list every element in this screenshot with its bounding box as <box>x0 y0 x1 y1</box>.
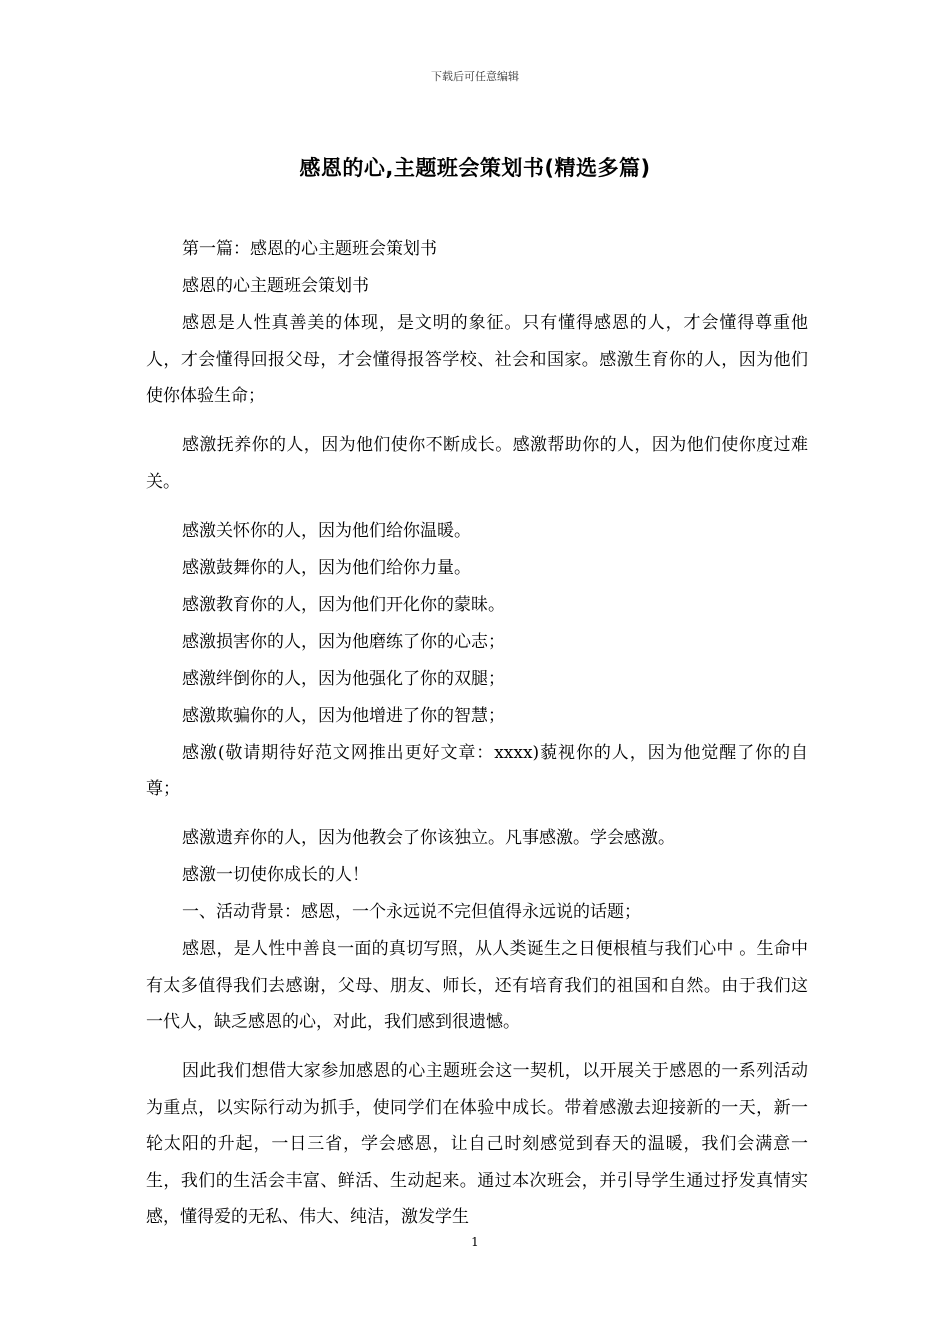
paragraph: 感激(敬请期待好范文网推出更好文章：xxxx)藐视你的人，因为他觉醒了你的自尊； <box>146 742 808 799</box>
paragraph: 感激教育你的人，因为他们开化你的蒙昧。 <box>182 594 505 615</box>
paragraph: 感激绊倒你的人，因为他强化了你的双腿； <box>182 668 505 689</box>
paragraph: 感恩的心主题班会策划书 <box>182 276 369 296</box>
paragraph: 感激损害你的人，因为他磨练了你的心志； <box>182 631 505 652</box>
header-note: 下载后可任意编辑 <box>431 70 519 83</box>
paragraph: 感恩，是人性中善良一面的真切写照，从人类诞生之日便根植与我们心中 。生命中有太多值得我们去感谢，父母、朋友、师长，还有培育我们的祖国和自然。由于我们这一代人，缺乏感恩的心，对此，我们感到很遗憾。 <box>146 939 808 1032</box>
paragraph: 感恩是人性真善美的体现，是文明的象征。只有懂得感恩的人，才会懂得尊重他人，才会懂得回报父母，才会懂得报答学校、社会和国家。感激生育你的人，因为他们使你体验生命； <box>146 313 808 406</box>
paragraph: 第一篇：感恩的心主题班会策划书 <box>182 239 437 259</box>
document-title: 感恩的心,主题班会策划书(精选多篇) <box>299 156 651 180</box>
paragraph: 感激遗弃你的人，因为他教会了你该独立。凡事感激。学会感激。 <box>182 828 675 848</box>
paragraph: 一、活动背景：感恩，一个永远说不完但值得永远说的话题； <box>182 902 641 922</box>
paragraph: 感激鼓舞你的人，因为他们给你力量。 <box>182 557 471 578</box>
document-body <box>146 231 808 1248</box>
paragraph: 感激欺骗你的人，因为他增进了你的智慧； <box>182 705 505 726</box>
page-number: 1 <box>471 1235 479 1249</box>
paragraph: 感激关怀你的人，因为他们给你温暖。 <box>182 520 471 541</box>
paragraph: 因此我们想借大家参加感恩的心主题班会这一契机，以开展关于感恩的一系列活动为重点，以实际行动为抓手，使同学们在体验中成长。带着感激去迎接新的一天，新一轮太阳的升起，一日三省，学会感恩，让自己时刻感觉到春天的温暖，我们会满意一生，我们的生活会丰富、鲜活、生动起来。通过本次班会，并引导学生通过抒发真情实感，懂得爱的无私、伟大、纯洁，激发学生 <box>146 1061 808 1227</box>
paragraph: 感激一切使你成长的人！ <box>182 865 369 885</box>
paragraph: 感激抚养你的人，因为他们使你不断成长。感激帮助你的人，因为他们使你度过难关。 <box>146 435 808 492</box>
